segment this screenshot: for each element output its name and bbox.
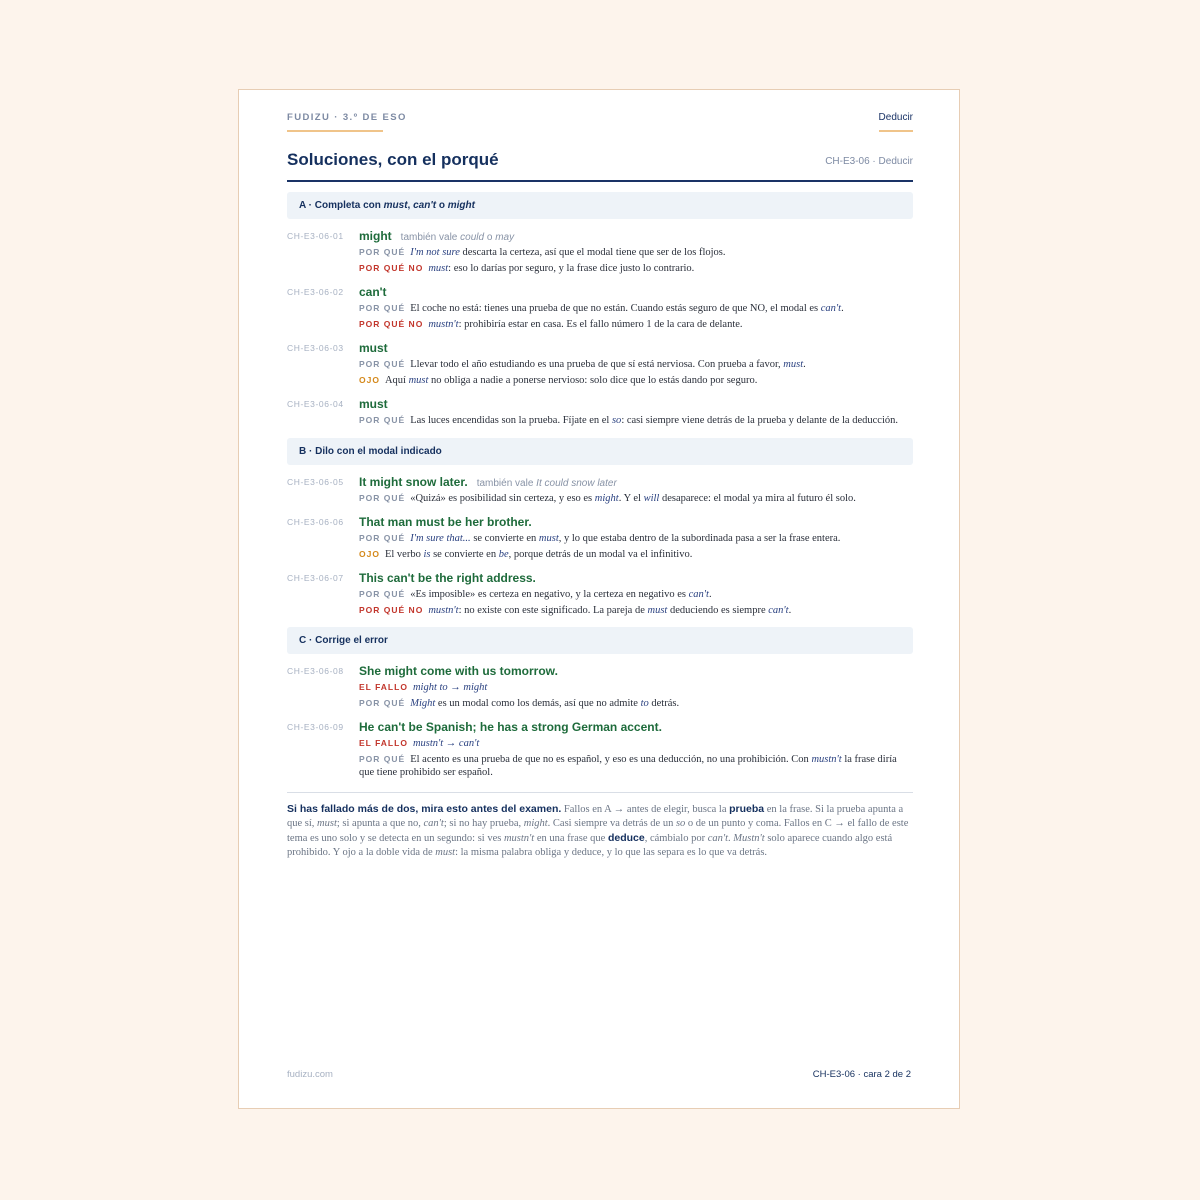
note-text: deduciendo es siempre <box>667 604 769 616</box>
item-body <box>359 513 913 561</box>
section-b-header: B · Dilo con el modal indicado <box>287 438 913 465</box>
note-text: es un modal como los demás, así que no admite <box>435 697 641 709</box>
note-italic: must <box>428 262 449 274</box>
why-label: POR QUÉ <box>359 533 406 543</box>
summary-bold: prueba <box>729 802 765 815</box>
answer-item <box>287 513 913 561</box>
answer-line <box>359 473 913 490</box>
summary-text: , cámbialo por <box>644 832 708 844</box>
correction-text: mustn't → can't <box>412 738 480 749</box>
alt-sep: o <box>484 232 496 243</box>
page-title: Soluciones, con el porqué <box>287 150 499 169</box>
note-text: «Quizá» es posibilidad sin certeza, y eso es <box>410 492 595 504</box>
summary-text: en una frase que <box>534 832 608 844</box>
item-body <box>359 339 913 387</box>
note-italic: can't <box>768 604 789 616</box>
item-code: CH-E3-06-02 <box>287 287 344 297</box>
brand-label: FUDIZU · 3.º DE ESO <box>287 112 407 123</box>
answer-line <box>359 395 913 412</box>
note-italic: Might <box>410 697 436 709</box>
summary-italic: must <box>435 846 456 858</box>
answer-line <box>359 513 913 530</box>
item-code: CH-E3-06-03 <box>287 343 344 353</box>
why-not-note <box>359 318 913 332</box>
note-text: detrás. <box>648 697 680 709</box>
alt-word: could <box>460 232 485 243</box>
footer-website: fudizu.com <box>287 1069 333 1080</box>
note-text: Llevar todo el año estudiando es una prueba de que sí está nerviosa. Con prueba a favor, <box>410 359 784 370</box>
answer-text: He can't be Spanish; he has a strong German accent. <box>359 720 662 734</box>
answer-item <box>287 718 913 780</box>
note-italic: so <box>611 415 622 426</box>
note-italic: must <box>783 359 804 370</box>
why-note <box>359 588 913 602</box>
why-note <box>359 697 913 711</box>
note-text: . <box>803 359 806 370</box>
answer-text: must <box>359 397 388 411</box>
title-row <box>287 150 913 180</box>
item-body <box>359 227 913 275</box>
note-text: , y lo que estaba dentro de la subordinada pasa a ser la frase entera. <box>558 533 841 544</box>
why-note <box>359 302 913 316</box>
section-a-word-cant: can't <box>413 200 437 211</box>
why-not-label: POR QUÉ NO <box>359 318 424 329</box>
summary-text: Fallos en A → antes de elegir, busca la <box>561 803 730 815</box>
note-text: la frase diría que tiene prohibido ser español. <box>359 753 897 778</box>
answer-line <box>359 339 913 356</box>
why-note <box>359 532 913 546</box>
answer-item <box>287 395 913 428</box>
note-text: Aquí <box>384 374 409 386</box>
fallo-label: EL FALLO <box>359 738 408 748</box>
note-italic: mustn't <box>811 753 842 765</box>
note-italic: mustn't <box>428 318 459 330</box>
worksheet-page <box>238 89 960 1109</box>
item-code: CH-E3-06-06 <box>287 517 344 527</box>
item-code: CH-E3-06-09 <box>287 722 344 732</box>
answer-line <box>359 283 913 300</box>
alt-word: It could snow later <box>536 477 617 489</box>
ojo-note <box>359 548 913 562</box>
note-text: descarta la certeza, así que el modal tiene que ser de los flojos. <box>459 247 726 258</box>
title-divider <box>287 180 913 182</box>
alternative-answer <box>401 232 514 243</box>
answer-item <box>287 662 913 710</box>
note-italic: might <box>594 492 619 504</box>
note-italic: must <box>647 604 668 616</box>
fallo-note <box>359 681 913 695</box>
note-text: no obliga a nadie a ponerse nervioso: solo dice que lo estás dando por seguro. <box>428 374 758 386</box>
alt-label: también vale <box>400 232 458 243</box>
item-body <box>359 395 913 428</box>
summary-italic: mustn't <box>503 832 535 844</box>
section-a-title: A · Completa con <box>299 200 384 211</box>
footer-page-number: CH-E3-06 · cara 2 de 2 <box>812 1069 911 1080</box>
note-text: . <box>788 604 792 616</box>
item-code: CH-E3-06-05 <box>287 476 344 487</box>
section-a-sep: , <box>407 200 414 211</box>
note-text: . Y el <box>618 492 644 504</box>
note-italic: can't <box>820 303 842 314</box>
why-label: POR QUÉ <box>359 359 406 369</box>
answer-line <box>359 662 913 679</box>
section-a-header <box>287 192 913 219</box>
answer-line <box>359 569 913 586</box>
note-italic: can't <box>688 589 709 600</box>
summary-text: . <box>728 832 734 844</box>
why-note <box>359 246 913 260</box>
note-text: , porque detrás de un modal va el infinitivo. <box>508 548 693 560</box>
note-italic: must <box>408 374 429 386</box>
answer-text: She might come with us tomorrow. <box>359 664 558 678</box>
summary-lead: Si has fallado más de dos, mira esto antes del examen. <box>287 802 562 815</box>
answer-text: must <box>359 341 388 355</box>
note-italic: will <box>643 492 660 504</box>
section-c-header: C · Corrige el error <box>287 627 913 654</box>
answer-line <box>359 227 913 244</box>
note-text: Las luces encendidas son la prueba. Fíjate en el <box>410 415 612 426</box>
ojo-note <box>359 374 913 388</box>
note-italic: to <box>640 697 649 709</box>
note-text: El coche no está: tienes una prueba de que no están. Cuando estás seguro de que NO, el modal es <box>410 303 821 314</box>
note-text: se convierte en <box>470 533 539 544</box>
item-body <box>359 283 913 331</box>
answer-text: That man must be her brother. <box>359 515 532 529</box>
answer-text: can't <box>359 285 387 299</box>
answer-item <box>287 473 913 506</box>
ojo-label: OJO <box>359 548 380 559</box>
note-italic: mustn't <box>428 604 459 616</box>
section-a-sep: o <box>436 200 448 211</box>
brand-accent-line <box>287 130 383 132</box>
answer-item <box>287 283 913 331</box>
note-text: . <box>841 303 844 314</box>
note-italic: I'm not sure <box>410 247 460 258</box>
summary-italic: must <box>317 817 337 829</box>
answer-text: This can't be the right address. <box>359 571 536 585</box>
why-not-label: POR QUÉ NO <box>359 604 424 615</box>
note-italic: must <box>538 533 559 544</box>
section-a-word-might: might <box>447 200 475 211</box>
why-label: POR QUÉ <box>359 753 406 764</box>
note-text: . <box>708 589 712 600</box>
summary-italic: Mustn't <box>733 832 765 844</box>
item-code: CH-E3-06-04 <box>287 399 344 409</box>
item-body <box>359 662 913 710</box>
summary-italic: might <box>523 817 548 829</box>
why-note <box>359 492 913 506</box>
note-text: se convierte en <box>430 548 499 560</box>
note-text: : eso lo darías por seguro, y la frase dice justo lo contrario. <box>448 262 695 274</box>
summary-italic: so <box>675 817 686 829</box>
note-text: : prohibiría estar en casa. Es el fallo número 1 de la cara de delante. <box>458 318 743 330</box>
fallo-note <box>359 737 913 751</box>
summary-text: o de un punto y coma. Fallos en C → el fallo de este tema es uno solo y se detecta en un segundo: si ves <box>287 817 909 844</box>
summary-divider <box>287 792 913 793</box>
why-label: POR QUÉ <box>359 589 406 599</box>
why-note <box>359 414 913 428</box>
note-text: : no existe con este significado. La pareja de <box>458 604 648 616</box>
correction-text: might to → might <box>412 682 488 693</box>
why-not-label: POR QUÉ NO <box>359 262 424 273</box>
why-not-note <box>359 262 913 276</box>
note-text: El verbo <box>384 548 424 560</box>
summary-text: . Casi siempre va detrás de un <box>547 817 676 829</box>
answer-text: It might snow later. <box>359 474 468 489</box>
note-text: «Es imposible» es certeza en negativo, y la certeza en negativo es <box>410 589 689 600</box>
page-content <box>287 90 913 860</box>
section-a-word-must: must <box>383 200 408 211</box>
why-not-note <box>359 604 913 618</box>
alt-label: también vale <box>476 477 534 489</box>
worksheet-code: CH-E3-06 · Deducir <box>825 156 913 167</box>
why-label: POR QUÉ <box>359 303 406 313</box>
summary-bold: deduce <box>607 831 645 844</box>
item-body <box>359 473 913 506</box>
answer-item <box>287 569 913 617</box>
topic-accent-line <box>879 130 913 132</box>
why-label: POR QUÉ <box>359 415 406 425</box>
item-body <box>359 718 913 780</box>
item-code: CH-E3-06-07 <box>287 573 344 583</box>
item-code: CH-E3-06-01 <box>287 231 344 241</box>
summary-text: ; si no hay prueba, <box>443 817 524 829</box>
page-header <box>287 109 913 145</box>
item-body <box>359 569 913 617</box>
alt-word: may <box>495 232 515 243</box>
answer-item <box>287 339 913 387</box>
summary-italic: can't <box>707 832 729 844</box>
note-text: El acento es una prueba de que no es español, y eso es una deducción, no una prohibición. Con <box>410 753 812 765</box>
fallo-label: EL FALLO <box>359 682 408 692</box>
note-italic: be <box>498 548 509 560</box>
answer-line <box>359 718 913 735</box>
answer-item <box>287 227 913 275</box>
summary-paragraph <box>287 802 913 860</box>
why-note <box>359 753 913 780</box>
note-text: : casi siempre viene detrás de la prueba y delante de la deducción. <box>621 415 898 426</box>
why-label: POR QUÉ <box>359 697 406 708</box>
topic-label: Deducir <box>878 112 913 123</box>
answer-text: might <box>359 229 392 243</box>
summary-text: solo aparece cuando algo está prohibido. Y ojo a la doble vida de <box>287 832 893 858</box>
summary-text: ; si apunta a que no, <box>336 817 424 829</box>
alternative-answer <box>477 478 617 489</box>
why-label: POR QUÉ <box>359 492 406 503</box>
item-code: CH-E3-06-08 <box>287 666 344 676</box>
summary-text: : la misma palabra obliga y deduce, y lo que las separa es lo que va detrás. <box>455 846 768 858</box>
summary-text: en la frase. Si la prueba apunta a que sí, <box>287 803 904 829</box>
summary-italic: can't <box>423 817 444 829</box>
why-label: POR QUÉ <box>359 247 406 257</box>
why-note <box>359 358 913 372</box>
note-text: desaparece: el modal ya mira al futuro él solo. <box>659 492 856 504</box>
note-italic: is <box>423 548 431 560</box>
ojo-label: OJO <box>359 374 380 385</box>
note-italic: I'm sure that... <box>410 533 471 544</box>
